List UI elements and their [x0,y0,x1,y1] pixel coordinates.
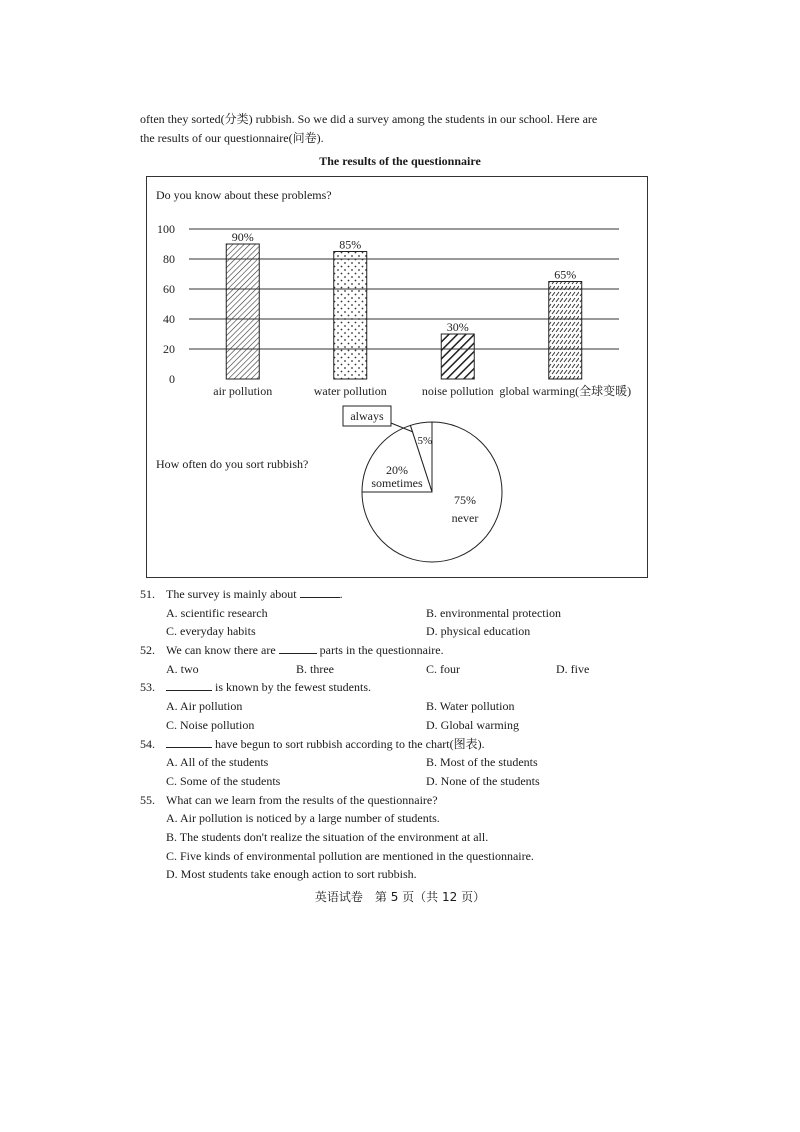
question-stem-end: parts in the questionnaire. [319,643,444,658]
page-footer: 英语试卷 第 5 页（共 12 页） [314,890,486,904]
option-row [140,828,660,847]
y-tick-label: 40 [163,312,175,326]
question-stem-end: . [339,587,343,601]
option-row [140,622,660,641]
option-d: D. five [556,661,590,676]
option-row [140,604,660,623]
chart-title: The results of the questionnaire [319,154,481,168]
option-d: D. Most students take enough action to sort rubbish. [166,867,417,882]
y-tick-label: 20 [163,342,175,356]
option-c: C. Some of the students [166,773,281,788]
question-stem: The survey is mainly about [166,587,297,601]
option-b: B. Most of the students [426,755,538,770]
chart-frame [146,176,648,578]
option-c: C. four [426,661,460,676]
answer-blank [300,585,340,598]
x-category-label: noise pollution [421,384,494,398]
option-a: A. Air pollution [166,699,243,714]
option-d: D. physical education [426,624,531,639]
question-55 [140,791,660,810]
option-d: D. Global warming [426,717,519,732]
question-number: 55. [140,792,155,807]
question-52 [140,641,660,660]
x-category-label: water pollution [313,384,387,398]
option-row [140,697,660,716]
option-row [140,809,660,828]
bar-value-label: 90% [231,230,254,244]
option-c: C. Noise pollution [166,717,255,732]
option-b: B. The students don't realize the situation of the environment at all. [166,829,489,844]
option-row [140,660,660,679]
question-stem: We can know there are [166,643,276,658]
y-tick-label: 60 [163,282,175,296]
option-row [140,753,660,772]
pie-slice-label: sometimes [371,476,423,490]
answer-blank [279,641,317,654]
question-stem: What can we learn from the results of the questionnaire? [166,792,438,807]
option-d: D. None of the students [426,773,540,788]
question-51 [140,585,660,604]
pie-chart-question: How often do you sort rubbish? [156,457,309,471]
bar-value-label: 85% [339,237,362,252]
question-stem-end: is known by the fewest students. [215,680,371,695]
question-number: 52. [140,643,155,658]
question-number: 53. [140,680,155,695]
intro-line-1: often they sorted(分类) rubbish. So we did a survey among the students in our school. Here are [140,112,598,126]
pie-slice-label: always [350,409,384,423]
answer-blank [166,735,212,748]
option-c: C. everyday habits [166,624,256,639]
bar [549,282,582,380]
question-53 [140,678,660,697]
option-row [140,847,660,866]
intro-line-2: the results of our questionnaire(问卷). [140,131,324,145]
intro-paragraph [140,110,660,148]
option-c: C. Five kinds of environmental pollution are mentioned in the questionnaire. [166,848,534,863]
pie-slice-label: never [451,511,479,525]
bar-chart-question: Do you know about these problems? [156,188,332,202]
bar-value-label: 65% [554,267,577,282]
option-b: B. environmental protection [426,605,561,620]
x-category-label: global warming(全球变暖) [499,384,632,398]
chart-svg [147,177,647,577]
option-a: A. All of the students [166,755,269,770]
y-tick-label: 80 [163,252,175,266]
bar [334,252,367,380]
question-stem-end: have begun to sort rubbish according to the chart(图表). [215,736,485,751]
option-row [140,865,660,884]
pie-value-label: 5% [417,435,433,448]
option-row [140,716,660,735]
bar [441,334,474,379]
question-number: 51. [140,587,155,601]
bar-value-label: 30% [446,320,469,334]
pie-value-label: 20% [386,463,408,477]
y-tick-label: 0 [169,372,175,386]
option-a: A. Air pollution is noticed by a large number of students. [166,811,440,826]
y-tick-label: 100 [157,222,175,236]
answer-blank [166,678,212,691]
option-a: A. scientific research [166,605,268,620]
option-b: B. Water pollution [426,699,515,714]
option-b: B. three [296,661,334,676]
questions-section [140,585,660,884]
option-row [140,772,660,791]
question-number: 54. [140,736,155,751]
pie-value-label: 75% [454,493,476,507]
question-54 [140,735,660,754]
x-category-label: air pollution [213,384,273,398]
bar [226,244,259,379]
option-a: A. two [166,661,199,676]
